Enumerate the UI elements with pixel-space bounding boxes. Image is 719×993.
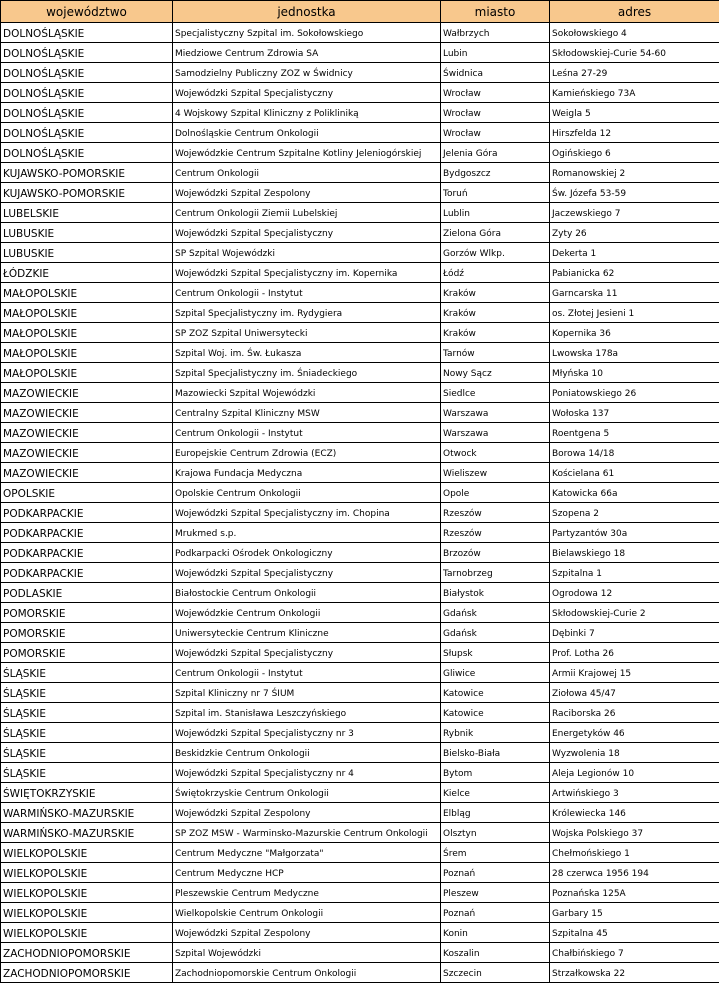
table-row [1, 603, 719, 623]
cell-adres: Kamieńskiego 73A [550, 83, 719, 103]
cell-miasto: Gorzów Wlkp. [441, 243, 550, 263]
cell-miasto: Warszawa [441, 423, 550, 443]
cell-wojewodztwo: OPOLSKIE [1, 483, 173, 503]
cell-miasto: Poznań [441, 903, 550, 923]
cell-jednostka: Krajowa Fundacja Medyczna [173, 463, 441, 483]
cell-adres: Wojska Polskiego 37 [550, 823, 719, 843]
cell-miasto: Kraków [441, 323, 550, 343]
cell-miasto: Kraków [441, 303, 550, 323]
cell-jednostka: Wojewódzki Szpital Specjalistyczny nr 4 [173, 763, 441, 783]
cell-adres: Strzałkowska 22 [550, 963, 719, 983]
cell-wojewodztwo: ŚLĄSKIE [1, 763, 173, 783]
cell-wojewodztwo: LUBELSKIE [1, 203, 173, 223]
cell-miasto: Elbląg [441, 803, 550, 823]
cell-adres: Armii Krajowej 15 [550, 663, 719, 683]
table-row [1, 283, 719, 303]
cell-jednostka: Szpital Woj. im. Św. Łukasza [173, 343, 441, 363]
cell-jednostka: Centralny Szpital Kliniczny MSW [173, 403, 441, 423]
cell-jednostka: Szpital Specjalistyczny im. Śniadeckiego [173, 363, 441, 383]
table-row [1, 523, 719, 543]
cell-adres: Chałbińskiego 7 [550, 943, 719, 963]
cell-miasto: Brzozów [441, 543, 550, 563]
cell-wojewodztwo: MAŁOPOLSKIE [1, 323, 173, 343]
cell-jednostka: Centrum Onkologii Ziemii Lubelskiej [173, 203, 441, 223]
cell-adres: Energetyków 46 [550, 723, 719, 743]
cell-jednostka: SP Szpital Wojewódzki [173, 243, 441, 263]
cell-miasto: Katowice [441, 703, 550, 723]
header-adres: adres [550, 1, 719, 23]
cell-wojewodztwo: POMORSKIE [1, 643, 173, 663]
cell-jednostka: Centrum Medyczne "Małgorzata" [173, 843, 441, 863]
cell-wojewodztwo: WARMIŃSKO-MAZURSKIE [1, 803, 173, 823]
cell-jednostka: Wojewódzki Szpital Specjalistyczny nr 3 [173, 723, 441, 743]
cell-miasto: Jelenia Góra [441, 143, 550, 163]
cell-miasto: Rybnik [441, 723, 550, 743]
cell-adres: Kościelana 61 [550, 463, 719, 483]
cell-miasto: Białystok [441, 583, 550, 603]
table-row [1, 443, 719, 463]
cell-adres: Borowa 14/18 [550, 443, 719, 463]
cell-miasto: Wrocław [441, 83, 550, 103]
table-row [1, 883, 719, 903]
cell-miasto: Toruń [441, 183, 550, 203]
cell-miasto: Kielce [441, 783, 550, 803]
cell-wojewodztwo: ŚLĄSKIE [1, 703, 173, 723]
table-row [1, 323, 719, 343]
table-row [1, 783, 719, 803]
cell-miasto: Gdańsk [441, 623, 550, 643]
cell-wojewodztwo: DOLNOŚLĄSKIE [1, 123, 173, 143]
table-row [1, 43, 719, 63]
cell-jednostka: Centrum Onkologii - Instytut [173, 423, 441, 443]
cell-miasto: Konin [441, 923, 550, 943]
cell-adres: Romanowskiej 2 [550, 163, 719, 183]
cell-jednostka: Pleszewskie Centrum Medyczne [173, 883, 441, 903]
cell-wojewodztwo: ZACHODNIOPOMORSKIE [1, 963, 173, 983]
table-row [1, 543, 719, 563]
table-row [1, 943, 719, 963]
cell-jednostka: 4 Wojskowy Szpital Kliniczny z Polikliniką [173, 103, 441, 123]
cell-wojewodztwo: MAŁOPOLSKIE [1, 283, 173, 303]
cell-wojewodztwo: WIELKOPOLSKIE [1, 923, 173, 943]
cell-wojewodztwo: DOLNOŚLĄSKIE [1, 63, 173, 83]
cell-miasto: Świdnica [441, 63, 550, 83]
table-row [1, 423, 719, 443]
cell-adres: Poznańska 125A [550, 883, 719, 903]
cell-adres: Młyńska 10 [550, 363, 719, 383]
cell-miasto: Rzeszów [441, 503, 550, 523]
table-row [1, 343, 719, 363]
cell-miasto: Katowice [441, 683, 550, 703]
cell-adres: Ziołowa 45/47 [550, 683, 719, 703]
cell-adres: Chełmońskiego 1 [550, 843, 719, 863]
table-row [1, 143, 719, 163]
cell-wojewodztwo: ZACHODNIOPOMORSKIE [1, 943, 173, 963]
cell-wojewodztwo: KUJAWSKO-POMORSKIE [1, 183, 173, 203]
cell-wojewodztwo: LUBUSKIE [1, 243, 173, 263]
cell-jednostka: SP ZOZ MSW - Warminsko-Mazurskie Centrum Onkologii [173, 823, 441, 843]
table-row [1, 223, 719, 243]
cell-adres: Leśna 27-29 [550, 63, 719, 83]
cell-jednostka: Samodzielny Publiczny ZOZ w Świdnicy [173, 63, 441, 83]
table-row [1, 123, 719, 143]
cell-adres: Artwińskiego 3 [550, 783, 719, 803]
cell-adres: Skłodowskiej-Curie 2 [550, 603, 719, 623]
cell-miasto: Łódź [441, 263, 550, 283]
cell-wojewodztwo: WARMIŃSKO-MAZURSKIE [1, 823, 173, 843]
cell-adres: Wyzwolenia 18 [550, 743, 719, 763]
table-row [1, 483, 719, 503]
header-jednostka: jednostka [173, 1, 441, 23]
cell-adres: Bielawskiego 18 [550, 543, 719, 563]
table-row [1, 303, 719, 323]
cell-miasto: Opole [441, 483, 550, 503]
cell-miasto: Tarnów [441, 343, 550, 363]
cell-miasto: Tarnobrzeg [441, 563, 550, 583]
cell-jednostka: Specjalistyczny Szpital im. Sokołowskiego [173, 23, 441, 43]
cell-jednostka: Wojewódzki Szpital Zespolony [173, 183, 441, 203]
cell-jednostka: Świętokrzyskie Centrum Onkologii [173, 783, 441, 803]
cell-wojewodztwo: MAZOWIECKIE [1, 403, 173, 423]
table-row [1, 823, 719, 843]
cell-miasto: Gdańsk [441, 603, 550, 623]
cell-jednostka: Wojewódzki Szpital Specjalistyczny [173, 643, 441, 663]
cell-wojewodztwo: ŚLĄSKIE [1, 723, 173, 743]
cell-wojewodztwo: LUBUSKIE [1, 223, 173, 243]
cell-miasto: Bydgoszcz [441, 163, 550, 183]
cell-miasto: Wrocław [441, 103, 550, 123]
table-row [1, 163, 719, 183]
table-row [1, 703, 719, 723]
table-row [1, 583, 719, 603]
cell-miasto: Wrocław [441, 123, 550, 143]
cell-miasto: Wałbrzych [441, 23, 550, 43]
cell-adres: Garncarska 11 [550, 283, 719, 303]
cell-adres: Wołoska 137 [550, 403, 719, 423]
table-row [1, 803, 719, 823]
cell-jednostka: Centrum Onkologii - Instytut [173, 283, 441, 303]
cell-adres: Garbary 15 [550, 903, 719, 923]
cell-miasto: Gliwice [441, 663, 550, 683]
cell-adres: Roentgena 5 [550, 423, 719, 443]
cell-adres: Partyzantów 30a [550, 523, 719, 543]
table-row [1, 203, 719, 223]
cell-jednostka: Wojewódzkie Centrum Onkologii [173, 603, 441, 623]
cell-adres: Katowicka 66a [550, 483, 719, 503]
table-row [1, 63, 719, 83]
cell-jednostka: Szpital im. Stanisława Leszczyńskiego [173, 703, 441, 723]
cell-jednostka: Opolskie Centrum Onkologii [173, 483, 441, 503]
cell-adres: os. Złotej Jesieni 1 [550, 303, 719, 323]
cell-adres: Raciborska 26 [550, 703, 719, 723]
cell-jednostka: Miedziowe Centrum Zdrowia SA [173, 43, 441, 63]
cell-miasto: Nowy Sącz [441, 363, 550, 383]
cell-miasto: Szczecin [441, 963, 550, 983]
cell-wojewodztwo: PODKARPACKIE [1, 523, 173, 543]
cell-wojewodztwo: ŚLĄSKIE [1, 683, 173, 703]
cell-jednostka: Zachodniopomorskie Centrum Onkologii [173, 963, 441, 983]
header-row [1, 1, 719, 23]
cell-jednostka: Szpital Specjalistyczny im. Rydygiera [173, 303, 441, 323]
cell-jednostka: Centrum Onkologii [173, 163, 441, 183]
table-row [1, 743, 719, 763]
cell-wojewodztwo: MAŁOPOLSKIE [1, 363, 173, 383]
table-row [1, 363, 719, 383]
header-wojewodztwo: województwo [1, 1, 173, 23]
table-row [1, 263, 719, 283]
cell-wojewodztwo: WIELKOPOLSKIE [1, 843, 173, 863]
cell-wojewodztwo: MAŁOPOLSKIE [1, 303, 173, 323]
cell-jednostka: Wielkopolskie Centrum Onkologii [173, 903, 441, 923]
table-row [1, 923, 719, 943]
cell-wojewodztwo: WIELKOPOLSKIE [1, 863, 173, 883]
table-row [1, 863, 719, 883]
cell-wojewodztwo: DOLNOŚLĄSKIE [1, 83, 173, 103]
table-row [1, 963, 719, 983]
cell-miasto: Poznań [441, 863, 550, 883]
cell-miasto: Zielona Góra [441, 223, 550, 243]
cell-jednostka: Centrum Medyczne HCP [173, 863, 441, 883]
cell-adres: Prof. Lotha 26 [550, 643, 719, 663]
cell-jednostka: Wojewódzki Szpital Specjalistyczny im. Kopernika [173, 263, 441, 283]
cell-adres: Weigla 5 [550, 103, 719, 123]
cell-jednostka: Uniwersyteckie Centrum Kliniczne [173, 623, 441, 643]
cell-jednostka: Wojewódzki Szpital Specjalistyczny [173, 563, 441, 583]
table-row [1, 503, 719, 523]
cell-wojewodztwo: ŚLĄSKIE [1, 663, 173, 683]
cell-jednostka: Centrum Onkologii - Instytut [173, 663, 441, 683]
cell-jednostka: Mrukmed s.p. [173, 523, 441, 543]
cell-adres: 28 czerwca 1956 194 [550, 863, 719, 883]
cell-miasto: Siedlce [441, 383, 550, 403]
cell-wojewodztwo: POMORSKIE [1, 603, 173, 623]
table-row [1, 23, 719, 43]
cell-adres: Kopernika 36 [550, 323, 719, 343]
cell-wojewodztwo: MAZOWIECKIE [1, 383, 173, 403]
cell-adres: Skłodowskiej-Curie 54-60 [550, 43, 719, 63]
cell-miasto: Warszawa [441, 403, 550, 423]
cell-miasto: Pleszew [441, 883, 550, 903]
table-row [1, 843, 719, 863]
cell-adres: Sokołowskiego 4 [550, 23, 719, 43]
cell-wojewodztwo: MAZOWIECKIE [1, 423, 173, 443]
cell-wojewodztwo: WIELKOPOLSKIE [1, 883, 173, 903]
cell-adres: Jaczewskiego 7 [550, 203, 719, 223]
cell-jednostka: Białostockie Centrum Onkologii [173, 583, 441, 603]
cell-adres: Aleja Legionów 10 [550, 763, 719, 783]
cell-jednostka: SP ZOZ Szpital Uniwersytecki [173, 323, 441, 343]
table-row [1, 83, 719, 103]
table-header [1, 1, 719, 23]
cell-wojewodztwo: PODLASKIE [1, 583, 173, 603]
cell-miasto: Olsztyn [441, 823, 550, 843]
cell-jednostka: Wojewódzki Szpital Zespolony [173, 803, 441, 823]
cell-wojewodztwo: DOLNOŚLĄSKIE [1, 143, 173, 163]
cell-adres: Szpitalna 45 [550, 923, 719, 943]
cell-miasto: Słupsk [441, 643, 550, 663]
cell-wojewodztwo: ŚWIĘTOKRZYSKIE [1, 783, 173, 803]
table-row [1, 563, 719, 583]
cell-jednostka: Wojewódzkie Centrum Szpitalne Kotliny Jeleniogórskiej [173, 143, 441, 163]
table-row [1, 183, 719, 203]
cell-wojewodztwo: MAŁOPOLSKIE [1, 343, 173, 363]
cell-wojewodztwo: PODKARPACKIE [1, 563, 173, 583]
cell-jednostka: Europejskie Centrum Zdrowia (ECZ) [173, 443, 441, 463]
table-row [1, 763, 719, 783]
cell-adres: Ogrodowa 12 [550, 583, 719, 603]
cell-wojewodztwo: ŚLĄSKIE [1, 743, 173, 763]
cell-miasto: Śrem [441, 843, 550, 863]
cell-wojewodztwo: KUJAWSKO-POMORSKIE [1, 163, 173, 183]
cell-miasto: Kraków [441, 283, 550, 303]
cell-jednostka: Wojewódzki Szpital Specjalistyczny [173, 83, 441, 103]
cell-wojewodztwo: DOLNOŚLĄSKIE [1, 23, 173, 43]
table-body [1, 23, 719, 983]
table-row [1, 623, 719, 643]
table-row [1, 723, 719, 743]
cell-adres: Lwowska 178a [550, 343, 719, 363]
cell-adres: Królewiecka 146 [550, 803, 719, 823]
cell-wojewodztwo: ŁÓDZKIE [1, 263, 173, 283]
cell-miasto: Wieliszew [441, 463, 550, 483]
cell-adres: Dekerta 1 [550, 243, 719, 263]
cell-wojewodztwo: PODKARPACKIE [1, 543, 173, 563]
cell-adres: Pabianicka 62 [550, 263, 719, 283]
cell-adres: Ogińskiego 6 [550, 143, 719, 163]
table-row [1, 103, 719, 123]
cell-wojewodztwo: WIELKOPOLSKIE [1, 903, 173, 923]
cell-miasto: Bytom [441, 763, 550, 783]
table-row [1, 403, 719, 423]
cell-adres: Poniatowskiego 26 [550, 383, 719, 403]
table-row [1, 663, 719, 683]
cell-jednostka: Szpital Wojewódzki [173, 943, 441, 963]
table-row [1, 683, 719, 703]
cell-adres: Dębinki 7 [550, 623, 719, 643]
cell-miasto: Lublin [441, 203, 550, 223]
cell-adres: Szopena 2 [550, 503, 719, 523]
cell-miasto: Koszalin [441, 943, 550, 963]
table-row [1, 903, 719, 923]
cell-jednostka: Mazowiecki Szpital Wojewódzki [173, 383, 441, 403]
cell-miasto: Otwock [441, 443, 550, 463]
cell-wojewodztwo: MAZOWIECKIE [1, 443, 173, 463]
table-row [1, 643, 719, 663]
cell-adres: Szpitalna 1 [550, 563, 719, 583]
table-row [1, 383, 719, 403]
cell-jednostka: Wojewódzki Szpital Specjalistyczny [173, 223, 441, 243]
cell-adres: Zyty 26 [550, 223, 719, 243]
cell-adres: Hirszfelda 12 [550, 123, 719, 143]
cell-miasto: Rzeszów [441, 523, 550, 543]
header-miasto: miasto [441, 1, 550, 23]
cell-wojewodztwo: MAZOWIECKIE [1, 463, 173, 483]
cell-wojewodztwo: DOLNOŚLĄSKIE [1, 103, 173, 123]
cell-jednostka: Dolnośląskie Centrum Onkologii [173, 123, 441, 143]
cell-adres: Św. Józefa 53-59 [550, 183, 719, 203]
cell-jednostka: Beskidzkie Centrum Onkologii [173, 743, 441, 763]
table-row [1, 463, 719, 483]
cell-wojewodztwo: PODKARPACKIE [1, 503, 173, 523]
cell-wojewodztwo: POMORSKIE [1, 623, 173, 643]
table-row [1, 243, 719, 263]
cell-miasto: Lubin [441, 43, 550, 63]
cell-wojewodztwo: DOLNOŚLĄSKIE [1, 43, 173, 63]
cell-jednostka: Wojewódzki Szpital Specjalistyczny im. Chopina [173, 503, 441, 523]
cell-jednostka: Podkarpacki Ośrodek Onkologiczny [173, 543, 441, 563]
cell-jednostka: Szpital Kliniczny nr 7 ŚIUM [173, 683, 441, 703]
cell-jednostka: Wojewódzki Szpital Zespolony [173, 923, 441, 943]
cell-miasto: Bielsko-Biała [441, 743, 550, 763]
